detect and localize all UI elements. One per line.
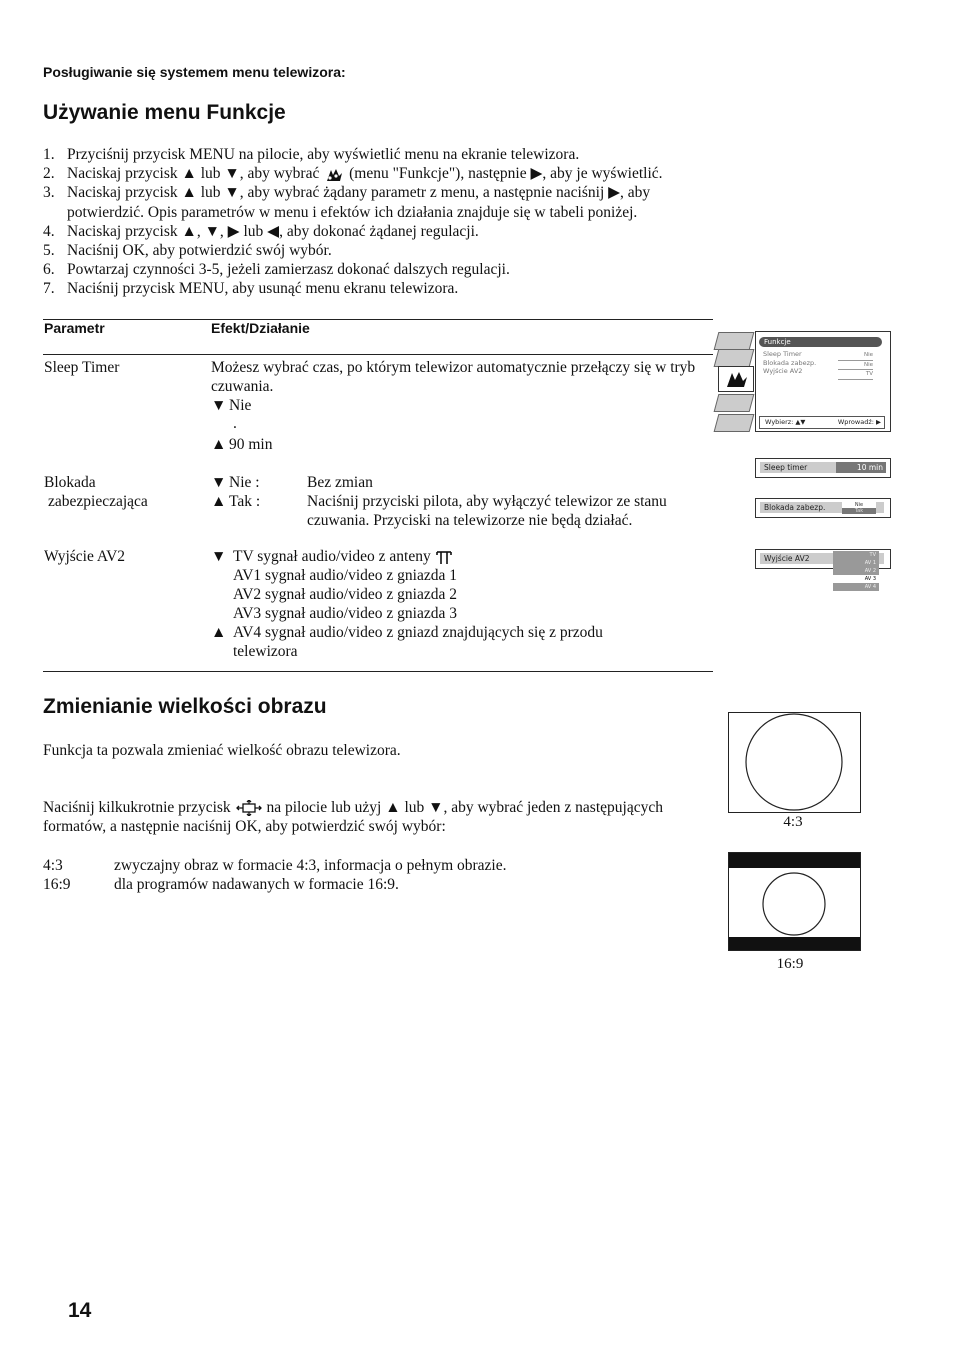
step-item: 7. Naciśnij przycisk MENU, aby usunąć menu ekranu telewizora. [43, 280, 459, 298]
lock-option-yes: ▲ Tak : [211, 493, 261, 510]
format-169-illustration [728, 852, 861, 951]
param-sleep-timer: Sleep Timer [44, 359, 120, 376]
osd-sleep-timer-bar [755, 458, 891, 478]
step-item: 1. Przyciśnij przycisk MENU na pilocie, aby wyświetlić menu na ekranie telewizora. [43, 146, 580, 163]
av2-line-av3: AV3 sygnał audio/video z gniazda 3 [233, 605, 457, 622]
format-43-illustration [728, 712, 861, 813]
osd-lock-option: Tak [842, 508, 876, 514]
table-header-parameter: Parametr [44, 320, 105, 336]
osd-tab-functions-icon [718, 366, 754, 392]
osd-tab-sound-icon [714, 349, 755, 367]
param-av2: Wyjście AV2 [44, 548, 126, 565]
format-desc: zwyczajny obraz w formacie 4:3, informacja o pełnym obrazie. [114, 857, 507, 874]
sleep-option-min: ▼ Nie [211, 397, 252, 414]
step-item: 5. Naciśnij OK, aby potwierdzić swój wybór. [43, 242, 332, 260]
lock-option-yes-desc: Naciśnij przyciski pilota, aby wyłączyć telewizor ze stanu czuwania. Przyciski na telewizorze nie będą działać. [307, 493, 667, 530]
step-item: 4. Naciskaj przycisk ▲, ▼, ▶ lub ◀, aby dokonać żądanej regulacji. [43, 222, 479, 240]
picture-size-instructions: Naciśnij kilkukrotnie przycisk na pilocie lub użyj ▲ lub ▼, aby wybrać jeden z następujących formatów, a następnie naciśnij OK, aby potwierdzić swój wybór: [43, 799, 663, 836]
osd-tab-preset-icon [714, 394, 755, 412]
osd-av2-options [833, 551, 879, 591]
osd-footer-enter: Wprowadź: ▶ [837, 418, 881, 426]
osd-av2-option-selected: AV 3 [833, 575, 879, 583]
osd-sleep-label: Sleep timer [760, 462, 840, 473]
param-lock-line2: zabezpieczająca [48, 493, 148, 510]
av2-line-av2: AV2 sygnał audio/video z gniazda 2 [233, 586, 457, 603]
format-43-caption: 4:3 [783, 814, 803, 830]
osd-functions-menu [755, 331, 891, 432]
osd-lock-option: Nie [842, 502, 876, 508]
table-header-rule [43, 354, 713, 355]
picture-size-intro: Funkcja ta pozwala zmieniać wielkość obrazu telewizora. [43, 742, 401, 759]
param-lock: Blokada [44, 474, 96, 491]
osd-lock-label: Blokada zabezp. [760, 502, 884, 513]
sleep-option-max: ▲ 90 min [211, 436, 273, 453]
steps-list [43, 145, 723, 299]
lock-option-no: ▼ Nie : [211, 474, 260, 491]
osd-footer-select: Wybierz: ▲▼ [765, 418, 806, 426]
format-desc: dla programów nadawanych w formacie 16:9. [114, 876, 399, 893]
format-169-caption: 16:9 [776, 956, 804, 972]
osd-menu-item: Blokada zabezp. [763, 358, 817, 367]
osd-menu-title: Funkcje [759, 337, 882, 347]
osd-av2-option: TV [833, 551, 879, 559]
osd-av2-label: Wyjście AV2 [760, 553, 884, 564]
osd-menu-value: Nie [838, 351, 873, 361]
format-name: 16:9 [43, 876, 71, 893]
format-name: 4:3 [43, 857, 63, 874]
osd-av2-option: AV 2 [833, 567, 879, 575]
step-item: 3. Naciskaj przycisk ▲ lub ▼, aby wybrać żądany parametr z menu, a następnie naciśnij ▶, aby potwierdzić. Opis parametrów w menu i efektów ich działania znajduje się w tabeli poniżej. [43, 184, 651, 221]
section-label: Posługiwanie się systemem menu telewizora: [43, 64, 346, 80]
osd-tab-picture-icon [714, 332, 755, 350]
table-bottom-rule [43, 671, 713, 672]
osd-av2-option: AV 4 [833, 583, 879, 591]
osd-menu-value: TV [838, 370, 873, 380]
osd-av2-option: AV 1 [833, 559, 879, 567]
antenna-icon [435, 549, 453, 565]
av2-down-arrow: ▼ [211, 548, 227, 565]
screen-format-icon [235, 800, 263, 816]
table-header-effect: Efekt/Działanie [211, 320, 310, 336]
step-item: 2. Naciskaj przycisk ▲ lub ▼, aby wybrać (menu "Funkcje"), następnie ▶, aby je wyświetlić. [43, 165, 663, 183]
av2-line-av1: AV1 sygnał audio/video z gniazda 1 [233, 567, 457, 584]
osd-menu-value: Nie [838, 361, 873, 371]
osd-menu-item: Sleep Timer [763, 350, 802, 358]
functions-menu-icon [323, 167, 345, 183]
table-top-rule [43, 319, 713, 320]
section-title-functions: Używanie menu Funkcje [43, 101, 286, 124]
osd-menu-item: Wyjście AV2 [763, 367, 803, 375]
section-title-picture-size: Zmienianie wielkości obrazu [43, 695, 327, 718]
osd-lock-bar [755, 498, 891, 518]
osd-sleep-value: 10 min [836, 462, 886, 473]
step-item: 6. Powtarzaj czynności 3-5, jeżeli zamierzasz dokonać dalszych regulacji. [43, 261, 510, 279]
av2-line-av4: AV4 sygnał audio/video z gniazd znajdujących się z przodu telewizora [233, 624, 603, 661]
lock-option-no-desc: Bez zmian [307, 474, 373, 491]
osd-tab-setup-icon [714, 414, 755, 432]
page-number: 14 [68, 1299, 92, 1322]
sleep-desc: Możesz wybrać czas, po którym telewizor automatycznie przełączy się w tryb czuwania. [211, 359, 696, 396]
av2-up-arrow: ▲ [211, 624, 227, 641]
av2-line-tv: TV sygnał audio/video z anteny [233, 547, 453, 566]
sleep-ellipsis: . [233, 415, 237, 432]
